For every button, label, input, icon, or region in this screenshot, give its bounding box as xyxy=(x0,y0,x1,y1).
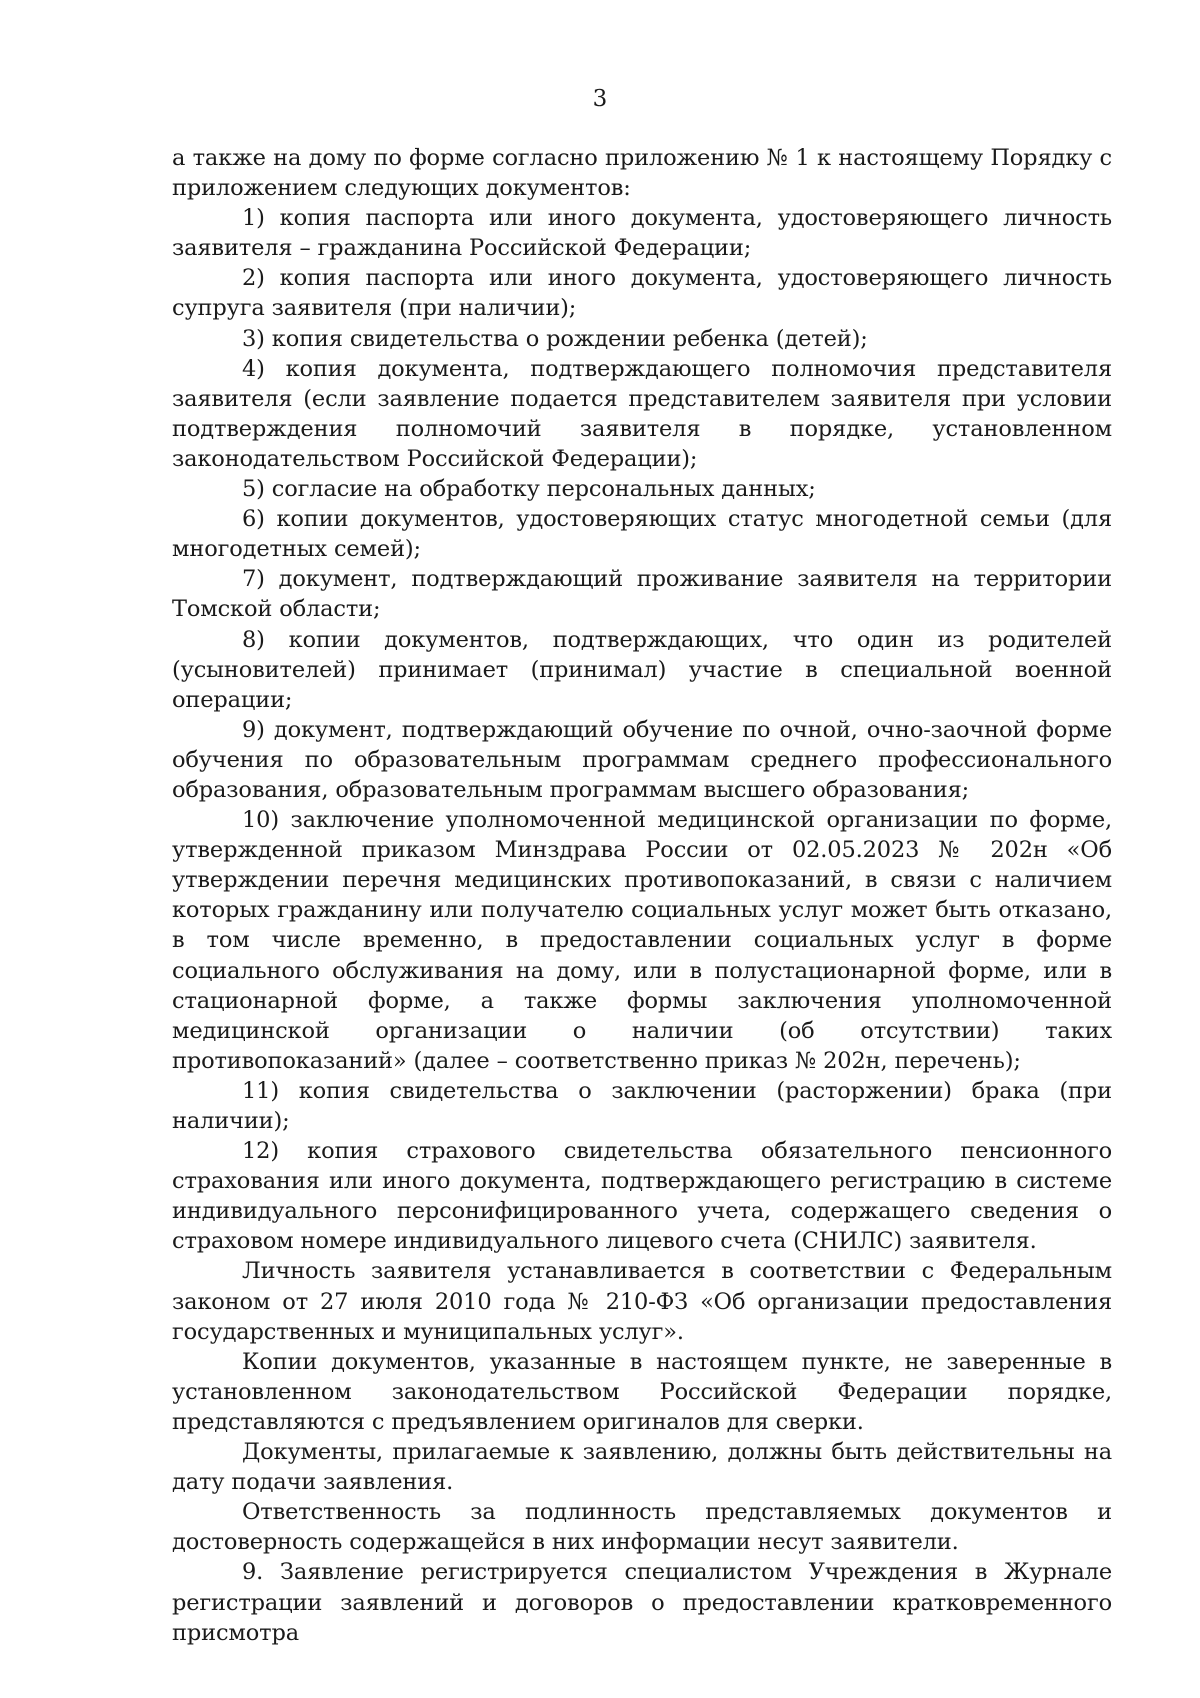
list-item-10-medical: 10) заключение уполномоченной медицинской организации по форме, утвержденной приказом Минздрава России от 02.05.2023 № 202н «Об утверждении перечня медицинских противопоказаний, в связи с наличием которых гражданину или получателю социальных услуг может быть отказано, в том числе временно, в предоставлении социальных услуг в форме социального обслуживания на дому, или в полустационарной форме, или в стационарной форме, а также формы заключения уполномоченной медицинской организации о наличии (об отсутствии) таких противопоказаний» (далее – соответственно приказ № 202н, перечень); xyxy=(172,807,1112,1074)
paragraph-registration: 9. Заявление регистрируется специалистом Учреждения в Журнале регистрации заявлений и договоров о предоставлении кратковременного присмотра xyxy=(172,1559,1112,1646)
list-item-6-large-family: 6) копии документов, удостоверяющих статус многодетной семьи (для многодетных семей); xyxy=(172,506,1112,563)
list-item-9-education: 9) документ, подтверждающий обучение по очной, очно-заочной форме обучения по образовательным программам среднего профессионального образования, образовательным программам высшего образования; xyxy=(172,716,1112,803)
paragraph-copies: Копии документов, указанные в настоящем пункте, не заверенные в установленном законодательством Российской Федерации порядке, представляются с предъявлением оригиналов для сверки. xyxy=(172,1348,1112,1435)
list-item-1-passport: 1) копия паспорта или иного документа, удостоверяющего личность заявителя – гражданина Российской Федерации; xyxy=(172,205,1112,262)
list-item-12-snils: 12) копия страхового свидетельства обязательного пенсионного страхования или иного документа, подтверждающего регистрацию в системе индивидуального персонифицированного учета, содержащего сведения о страховом номере индивидуального лицевого счета (СНИЛС) заявителя. xyxy=(172,1138,1112,1255)
list-item-3-birth-cert: 3) копия свидетельства о рождении ребенка (детей); xyxy=(242,325,868,352)
list-item-4-representative: 4) копия документа, подтверждающего полномочия представителя заявителя (если заявление подается представителем заявителя при условии подтверждения полномочий заявителя в порядке, установленном законодательством Российской Федерации); xyxy=(172,355,1112,472)
paragraph-responsibility: Ответственность за подлинность представляемых документов и достоверность содержащейся в них информации несут заявители. xyxy=(172,1499,1112,1556)
page-number: 3 xyxy=(592,86,608,112)
document-body xyxy=(172,143,1112,1648)
list-item-11-marriage: 11) копия свидетельства о заключении (расторжении) брака (при наличии); xyxy=(172,1077,1112,1134)
list-item-8-military: 8) копии документов, подтверждающих, что один из родителей (усыновителей) принимает (принимал) участие в специальной военной операции; xyxy=(172,626,1112,713)
list-item-2-spouse-passport: 2) копия паспорта или иного документа, удостоверяющего личность супруга заявителя (при наличии); xyxy=(172,265,1112,322)
list-item-7-residence: 7) документ, подтверждающий проживание заявителя на территории Томской области; xyxy=(172,566,1112,623)
paragraph-identity: Личность заявителя устанавливается в соответствии с Федеральным законом от 27 июля 2010 года № 210-ФЗ «Об организации предоставления государственных и муниципальных услуг». xyxy=(172,1258,1112,1345)
paragraph-intro: а также на дому по форме согласно приложению № 1 к настоящему Порядку с приложением следующих документов: xyxy=(172,145,1112,202)
paragraph-validity: Документы, прилагаемые к заявлению, должны быть действительны на дату подачи заявления. xyxy=(172,1439,1112,1496)
list-item-5-consent: 5) согласие на обработку персональных данных; xyxy=(242,476,816,503)
